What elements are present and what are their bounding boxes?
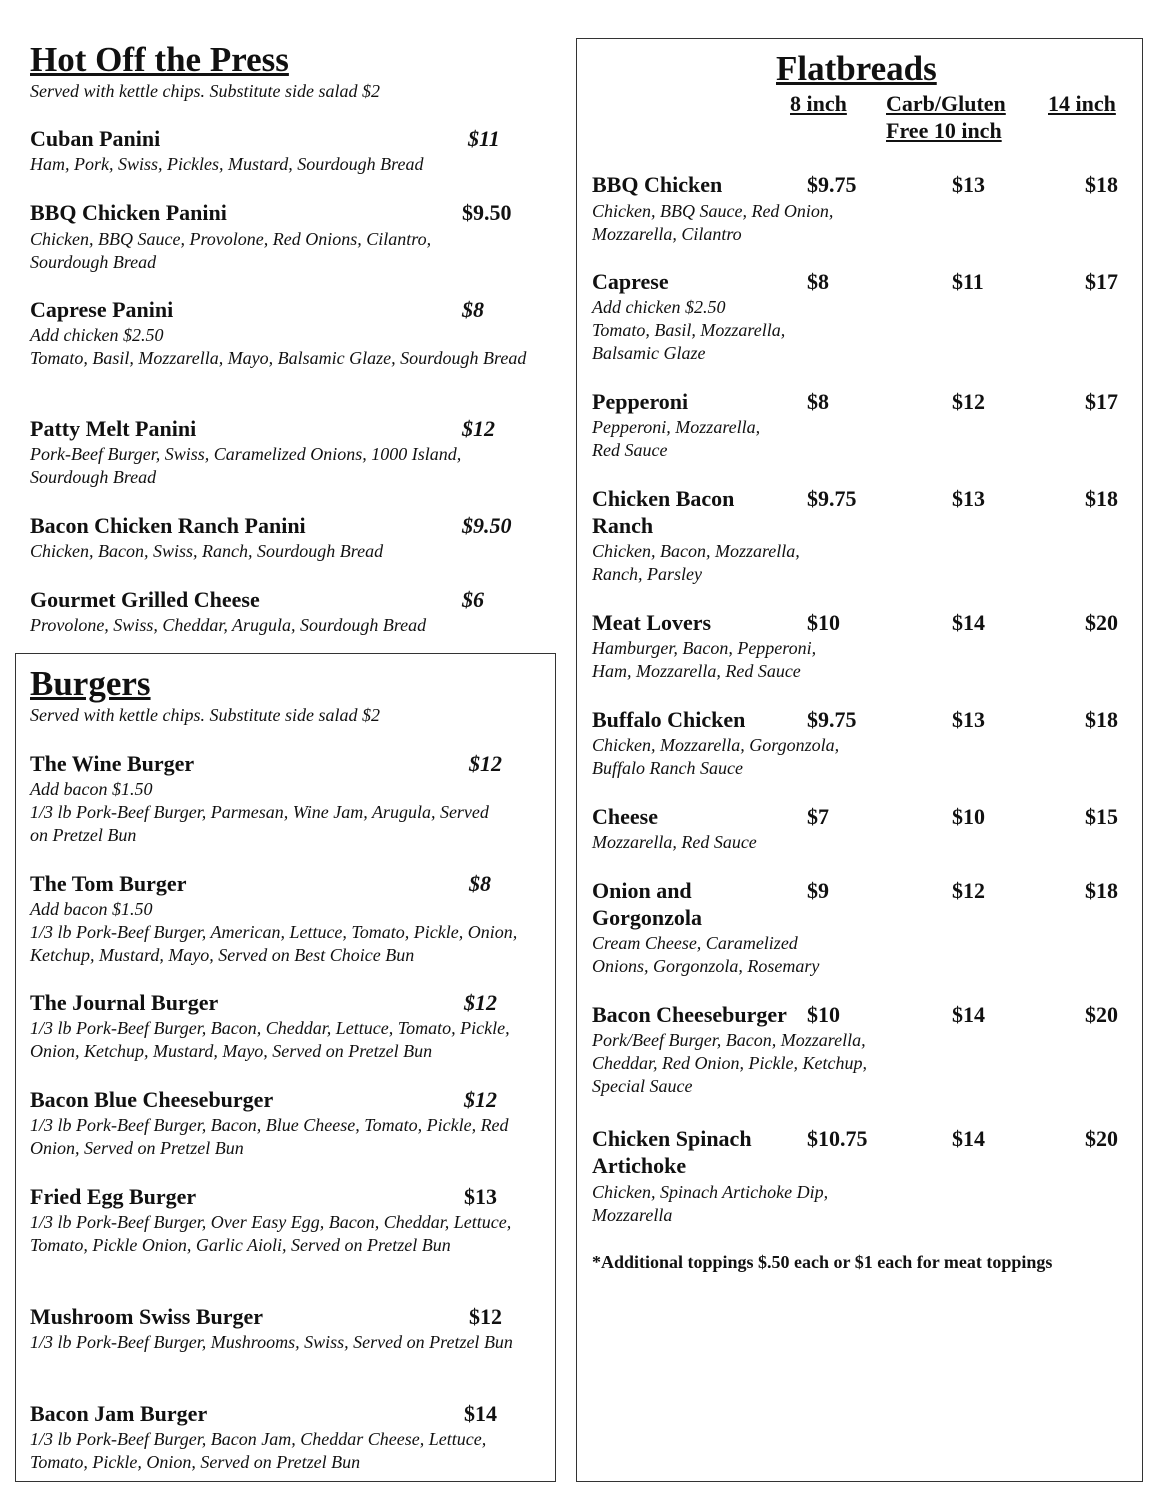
menu-item-name: Fried Egg Burger xyxy=(30,1184,197,1209)
menu-item-name: Bacon Chicken Ranch Panini xyxy=(30,513,306,538)
burgers-note: Served with kettle chips. Substitute side salad $2 xyxy=(30,705,380,725)
menu-item-price: $8 xyxy=(462,297,484,322)
menu-item-name: Caprese Panini xyxy=(30,297,174,322)
menu-item-desc: 1/3 lb Pork-Beef Burger, Bacon, Cheddar, Lettuce, Tomato, Pickle, Onion, Ketchup, Mustard, Mayo, Served on Pretzel Bun xyxy=(30,1018,510,1061)
menu-item-desc: Chicken, Bacon, Swiss, Ranch, Sourdough Bread xyxy=(30,541,384,561)
flatbread-price-14: $17 xyxy=(1085,389,1118,414)
flatbread-desc: Chicken, Spinach Artichoke Dip, Mozzarella xyxy=(592,1182,829,1225)
flatbread-price-10: $14 xyxy=(952,610,985,635)
hot-note: Served with kettle chips. Substitute side salad $2 xyxy=(30,81,380,101)
menu-item-desc: Ham, Pork, Swiss, Pickles, Mustard, Sourdough Bread xyxy=(30,154,424,174)
menu-item-desc: Add bacon $1.50 1/3 lb Pork-Beef Burger, American, Lettuce, Tomato, Pickle, Onion, Ketchup, Mustard, Mayo, Served on Best Choice Bun xyxy=(30,899,518,965)
flatbread-price-10: $13 xyxy=(952,486,985,511)
menu-item-desc: Chicken, BBQ Sauce, Provolone, Red Onions, Cilantro, Sourdough Bread xyxy=(30,229,432,272)
flatbread-desc: Chicken, Bacon, Mozzarella, Ranch, Parsley xyxy=(592,541,800,584)
flatbread-price-8: $8 xyxy=(807,269,829,294)
flatbread-price-8: $7 xyxy=(807,804,829,829)
flatbread-price-14: $20 xyxy=(1085,610,1118,635)
flatbread-name: Caprese xyxy=(592,269,669,294)
menu-item-name: The Wine Burger xyxy=(30,751,195,776)
flatbread-name: Bacon Cheeseburger xyxy=(592,1002,787,1027)
menu-item-name: The Journal Burger xyxy=(30,990,219,1015)
flatbreads-title: Flatbreads xyxy=(776,49,937,88)
flatbread-price-10: $13 xyxy=(952,172,985,197)
flatbread-price-14: $18 xyxy=(1085,486,1118,511)
menu-item-price: $14 xyxy=(464,1401,497,1426)
menu-item-price: $12 xyxy=(464,990,497,1015)
menu-item-desc: 1/3 lb Pork-Beef Burger, Mushrooms, Swiss, Served on Pretzel Bun xyxy=(30,1332,513,1352)
flatbread-price-14: $18 xyxy=(1085,707,1118,732)
flatbread-price-14: $20 xyxy=(1085,1002,1118,1027)
menu-item-desc: 1/3 lb Pork-Beef Burger, Over Easy Egg, Bacon, Cheddar, Lettuce, Tomato, Pickle Onion, Garlic Aioli, Served on Pretzel Bun xyxy=(30,1212,512,1255)
flatbread-name: Buffalo Chicken xyxy=(592,707,746,732)
flatbread-name: Onion and Gorgonzola xyxy=(592,878,702,930)
flatbread-price-14: $17 xyxy=(1085,269,1118,294)
menu-item-price: $11 xyxy=(468,126,500,151)
flatbread-name: Chicken Spinach Artichoke xyxy=(592,1126,762,1178)
flatbread-price-8: $10 xyxy=(807,1002,840,1027)
flatbread-desc: Chicken, Mozzarella, Gorgonzola, Buffalo Ranch Sauce xyxy=(592,735,840,778)
flatbread-desc: Mozzarella, Red Sauce xyxy=(592,832,757,852)
menu-item-name: Patty Melt Panini xyxy=(30,416,197,441)
flatbread-name: BBQ Chicken xyxy=(592,172,723,197)
flatbread-price-10: $13 xyxy=(952,707,985,732)
menu-item-name: The Tom Burger xyxy=(30,871,187,896)
toppings-footnote: *Additional toppings $.50 each or $1 each for meat toppings xyxy=(592,1252,1053,1272)
flatbread-price-14: $15 xyxy=(1085,804,1118,829)
flatbread-price-10: $10 xyxy=(952,804,985,829)
hot-title: Hot Off the Press xyxy=(30,40,289,79)
flatbread-price-14: $18 xyxy=(1085,878,1118,903)
menu-item-desc: 1/3 lb Pork-Beef Burger, Bacon, Blue Cheese, Tomato, Pickle, Red Onion, Served on Pretzel Bun xyxy=(30,1115,509,1158)
menu-item-name: Mushroom Swiss Burger xyxy=(30,1304,264,1329)
flatbread-price-8: $10.75 xyxy=(807,1126,868,1151)
menu-item-price: $12 xyxy=(469,1304,502,1329)
menu-item-name: Cuban Panini xyxy=(30,126,161,151)
flatbread-name: Meat Lovers xyxy=(592,610,712,635)
menu-item-price: $8 xyxy=(469,871,491,896)
menu-item-name: Bacon Jam Burger xyxy=(30,1401,208,1426)
flatbread-desc: Chicken, BBQ Sauce, Red Onion, Mozzarella, Cilantro xyxy=(592,201,834,244)
menu-item-price: $9.50 xyxy=(462,200,512,225)
flatbread-price-10: $14 xyxy=(952,1002,985,1027)
col-header-carb-gluten-2: Free 10 inch xyxy=(886,118,1002,143)
flatbread-desc: Pork/Beef Burger, Bacon, Mozzarella, Cheddar, Red Onion, Pickle, Ketchup, Special Sauce xyxy=(592,1030,867,1096)
flatbread-price-8: $9 xyxy=(807,878,829,903)
flatbread-price-8: $9.75 xyxy=(807,172,857,197)
menu-item-desc: Provolone, Swiss, Cheddar, Arugula, Sourdough Bread xyxy=(30,615,427,635)
flatbread-name: Cheese xyxy=(592,804,658,829)
flatbread-price-10: $11 xyxy=(952,269,984,294)
flatbread-price-8: $8 xyxy=(807,389,829,414)
flatbread-price-8: $9.75 xyxy=(807,486,857,511)
flatbread-name: Chicken Bacon Ranch xyxy=(592,486,735,538)
flatbread-price-8: $9.75 xyxy=(807,707,857,732)
menu-item-price: $12 xyxy=(469,751,502,776)
flatbread-desc: Add chicken $2.50 Tomato, Basil, Mozzarella, Balsamic Glaze xyxy=(592,297,786,363)
flatbread-price-10: $12 xyxy=(952,878,985,903)
flatbread-name: Pepperoni xyxy=(592,389,689,414)
menu-item-price: $9.50 xyxy=(462,513,512,538)
flatbread-price-10: $12 xyxy=(952,389,985,414)
col-header-carb-gluten-1: Carb/Gluten xyxy=(886,91,1006,116)
flatbread-desc: Cream Cheese, Caramelized Onions, Gorgonzola, Rosemary xyxy=(592,933,820,976)
flatbread-price-10: $14 xyxy=(952,1126,985,1151)
menu-item-desc: Add bacon $1.50 1/3 lb Pork-Beef Burger, Parmesan, Wine Jam, Arugula, Served on Pretzel Bun xyxy=(30,779,489,845)
menu-item-price: $6 xyxy=(462,587,484,612)
flatbread-desc: Pepperoni, Mozzarella, Red Sauce xyxy=(592,417,761,460)
menu-item-desc: Add chicken $2.50 Tomato, Basil, Mozzarella, Mayo, Balsamic Glaze, Sourdough Bread xyxy=(30,325,527,368)
menu-item-price: $13 xyxy=(464,1184,497,1209)
flatbread-price-14: $20 xyxy=(1085,1126,1118,1151)
flatbread-price-8: $10 xyxy=(807,610,840,635)
menu-item-price: $12 xyxy=(464,1087,497,1112)
menu-item-name: Bacon Blue Cheeseburger xyxy=(30,1087,274,1112)
flatbread-price-14: $18 xyxy=(1085,172,1118,197)
menu-item-desc: 1/3 lb Pork-Beef Burger, Bacon Jam, Cheddar Cheese, Lettuce, Tomato, Pickle, Onion, Served on Pretzel Bun xyxy=(30,1429,487,1472)
flatbread-desc: Hamburger, Bacon, Pepperoni, Ham, Mozzarella, Red Sauce xyxy=(592,638,817,681)
menu-item-name: Gourmet Grilled Cheese xyxy=(30,587,260,612)
menu-item-price: $12 xyxy=(462,416,495,441)
menu-item-name: BBQ Chicken Panini xyxy=(30,200,227,225)
col-header-14-inch: 14 inch xyxy=(1048,91,1116,116)
menu-item-desc: Pork-Beef Burger, Swiss, Caramelized Onions, 1000 Island, Sourdough Bread xyxy=(30,444,462,487)
col-header-8-inch: 8 inch xyxy=(790,91,847,116)
burgers-title: Burgers xyxy=(30,664,151,703)
